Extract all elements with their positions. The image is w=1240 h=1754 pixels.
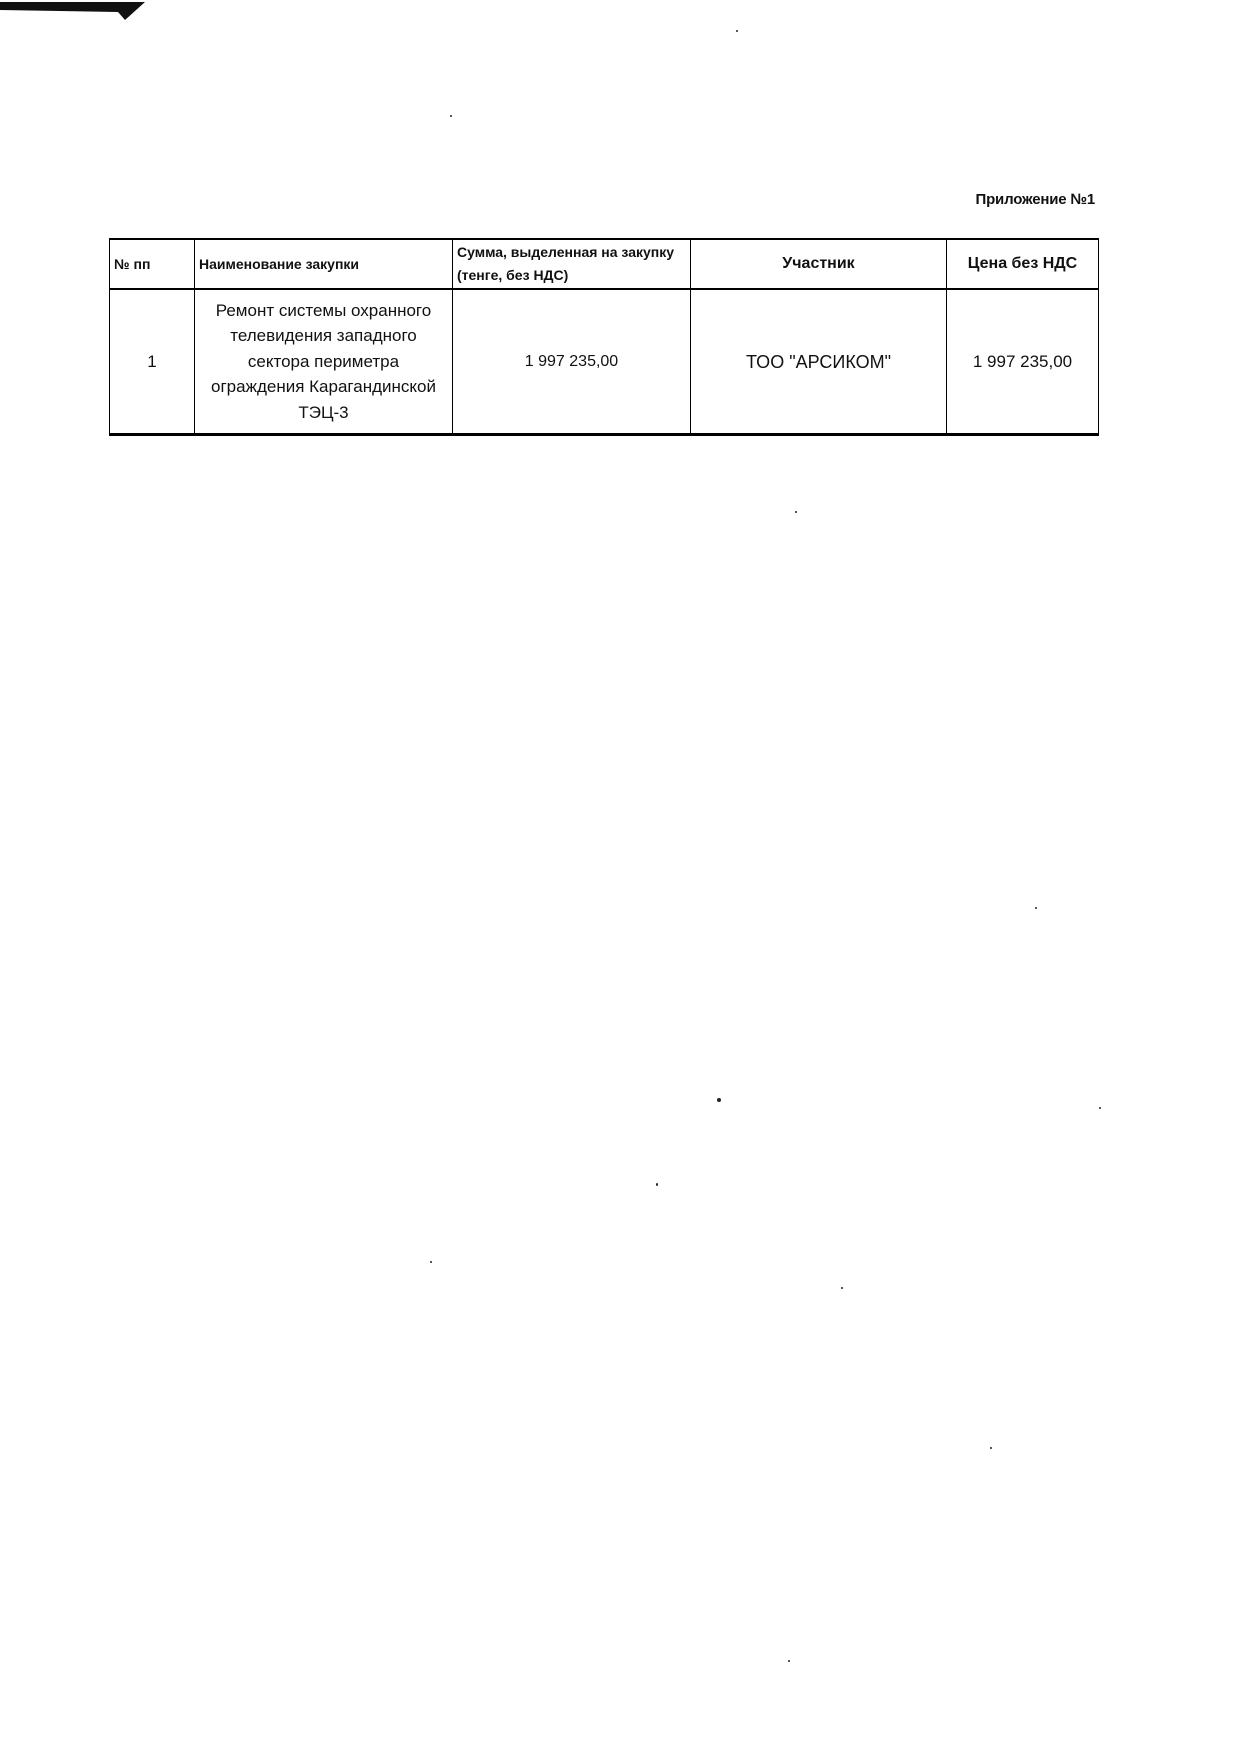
header-participant: Участник bbox=[691, 239, 947, 289]
scan-speck bbox=[1035, 907, 1037, 909]
cell-price: 1 997 235,00 bbox=[947, 289, 1099, 435]
cell-sum: 1 997 235,00 bbox=[453, 289, 691, 435]
scan-speck bbox=[430, 1261, 432, 1263]
scan-corner-mark bbox=[0, 0, 145, 22]
scan-speck bbox=[788, 1660, 790, 1662]
procurement-table bbox=[109, 238, 1099, 436]
scan-speck bbox=[1099, 1107, 1101, 1109]
scan-speck bbox=[795, 511, 797, 513]
cell-number: 1 bbox=[110, 289, 195, 435]
scan-speck bbox=[736, 30, 738, 32]
table-header-row bbox=[110, 239, 1099, 289]
scan-speck bbox=[990, 1447, 992, 1449]
appendix-title: Приложение №1 bbox=[975, 191, 1095, 208]
scan-speck bbox=[841, 1287, 843, 1289]
cell-participant: ТОО "АРСИКОМ" bbox=[691, 289, 947, 435]
header-sum: Сумма, выделенная на закупку (тенге, без НДС) bbox=[453, 239, 691, 289]
scan-speck bbox=[656, 1183, 658, 1186]
scan-speck bbox=[717, 1098, 721, 1102]
header-name: Наименование закупки bbox=[195, 239, 453, 289]
header-price: Цена без НДС bbox=[947, 239, 1099, 289]
cell-name: Ремонт системы охранного телевидения западного сектора периметра ограждения Карагандинской ТЭЦ-3 bbox=[195, 289, 453, 435]
scan-speck bbox=[450, 115, 452, 117]
table-row bbox=[110, 289, 1099, 435]
header-number: № пп bbox=[110, 239, 195, 289]
